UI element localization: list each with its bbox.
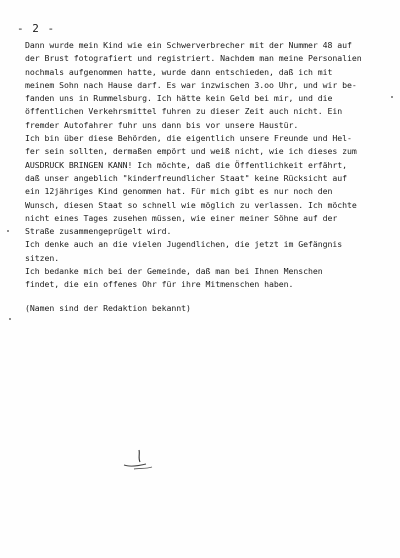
text-line: Ich bedanke mich bei der Gemeinde, daß man bei Ihnen Menschen — [25, 266, 323, 277]
text-line: AUSDRUCK BRINGEN KANN! Ich möchte, daß die Öffentlichkeit erfährt, — [25, 159, 348, 170]
paragraph-gap — [25, 292, 400, 302]
signature-note: (Namen sind der Redaktion bekannt) — [25, 302, 191, 313]
pen-mark-icon — [120, 448, 160, 474]
text-line: der Brust fotografiert und registriert. Nachdem man meine Personalien — [25, 53, 362, 64]
text-line: Wunsch, diesen Staat so schnell wie möglich zu verlassen. Ich möchte — [25, 199, 357, 210]
text-line: daß unser angeblich "kinderfreundlicher Staat" keine Rücksicht auf — [25, 172, 348, 183]
page-number: - 2 - — [17, 22, 56, 35]
letter-body — [25, 39, 400, 315]
text-line: fer sein sollten, dermaßen empört und weiß nicht, wie ich dieses zum — [25, 146, 357, 157]
text-line: findet, die ein offenes Ohr für ihre Mitmenschen haben. — [25, 279, 294, 290]
text-line: öffentlichen Verkehrsmittel fuhren zu dieser Zeit auch nicht. Ein — [25, 106, 343, 117]
scan-speck — [9, 318, 11, 320]
text-line: sitzen. — [25, 252, 60, 263]
text-line: ein 12jähriges Kind genommen hat. Für mich gibt es nur noch den — [25, 186, 333, 197]
text-line: Straße zusammengeprügelt wird. — [25, 226, 172, 237]
text-line: nochmals aufgenommen hatte, wurde dann entschieden, daß ich mit — [25, 66, 333, 77]
scan-speck — [7, 230, 9, 232]
text-line: nicht eines Tages zusehen müssen, wie einer meiner Söhne auf der — [25, 212, 338, 223]
text-line: fanden uns in Rummelsburg. Ich hätte kein Geld bei mir, und die — [25, 93, 333, 104]
scan-speck — [391, 96, 393, 98]
text-line: Dann wurde mein Kind wie ein Schwerverbrecher mit der Nummer 48 auf — [25, 40, 352, 50]
text-line: Ich bin über diese Behörden, die eigentlich unsere Freunde und Hel- — [25, 133, 352, 144]
text-line: meinem Sohn nach Hause darf. Es war inzwischen 3.oo Uhr, und wir be- — [25, 79, 357, 90]
text-line: Ich denke auch an die vielen Jugendlichen, die jetzt im Gefängnis — [25, 239, 343, 250]
text-line: fremder Autofahrer fuhr uns dann bis vor unsere Haustür. — [25, 119, 299, 130]
